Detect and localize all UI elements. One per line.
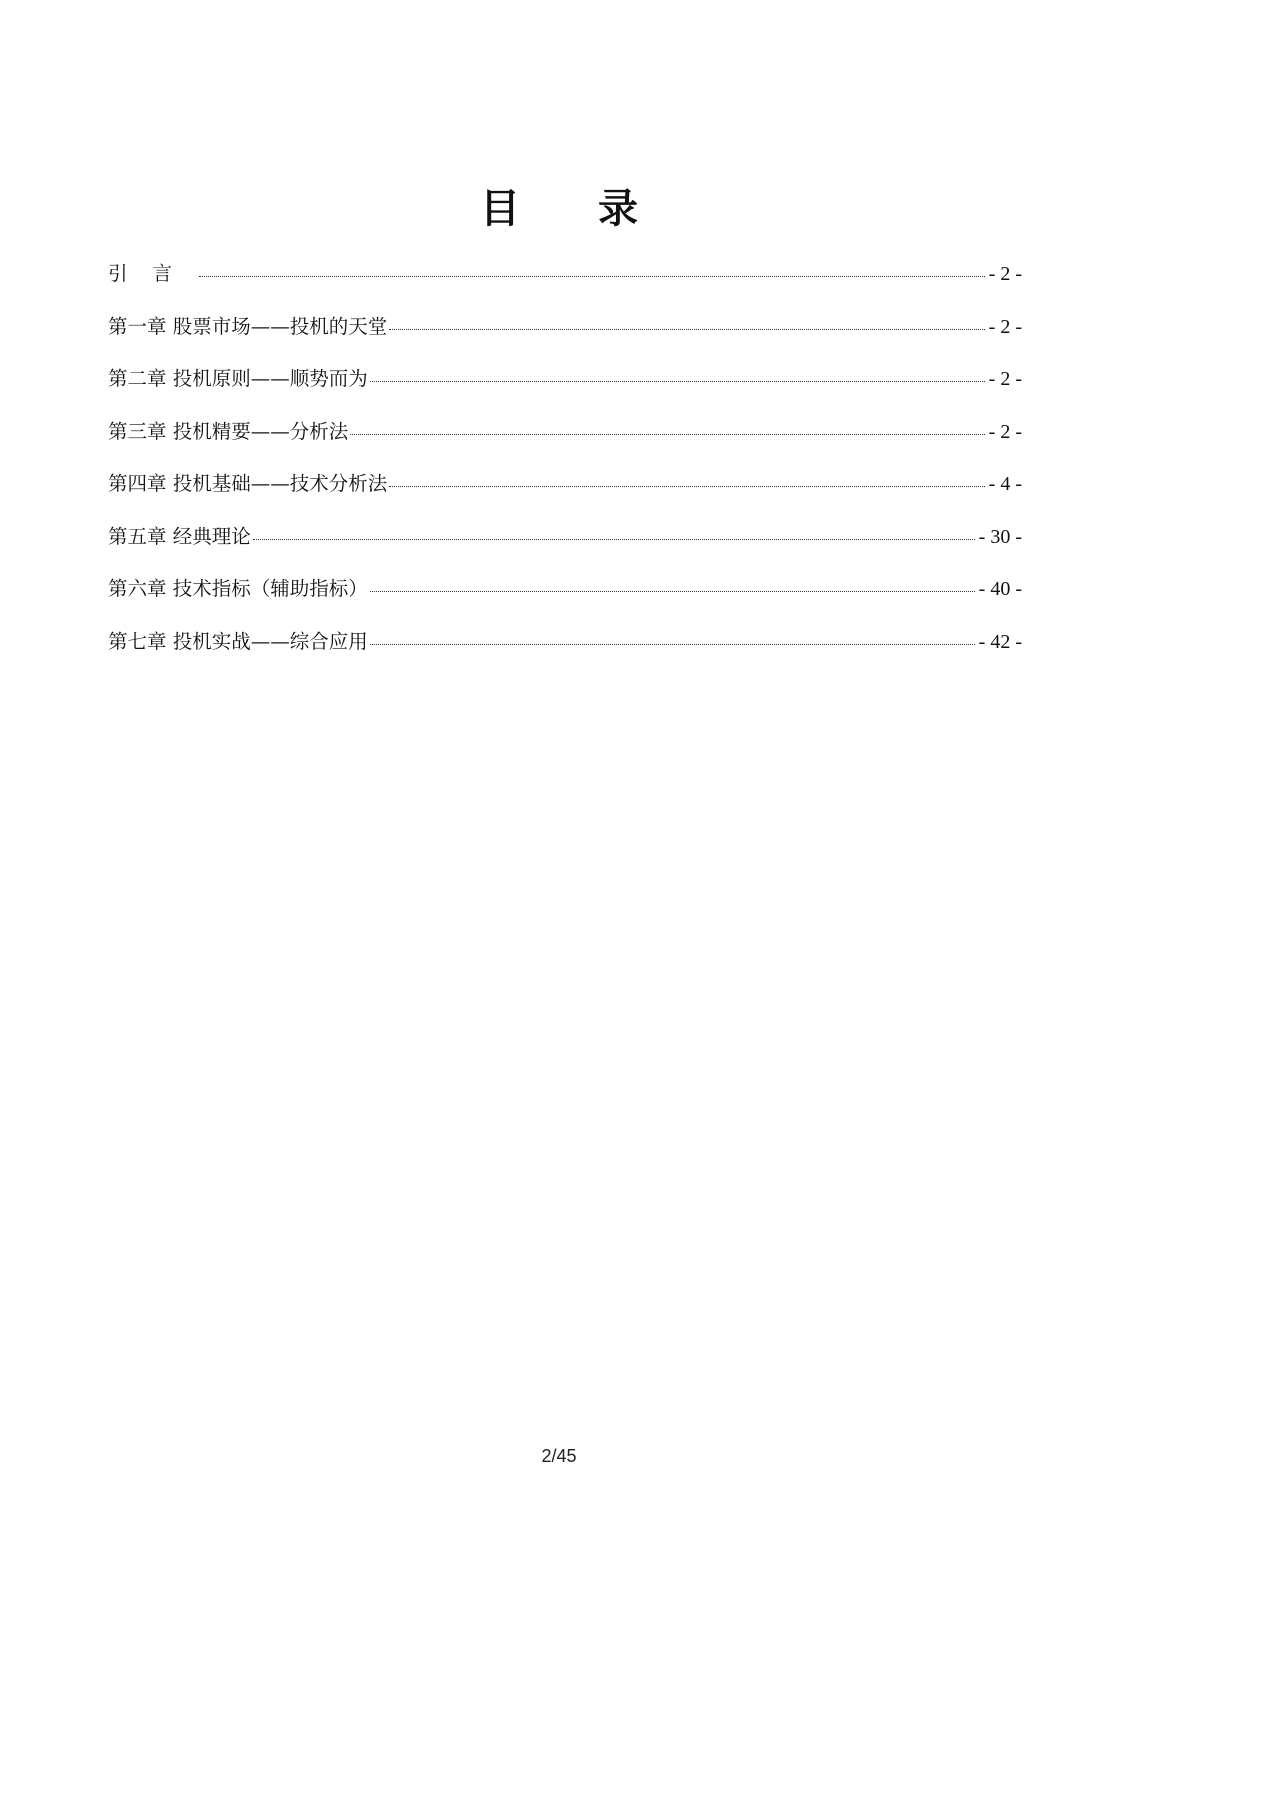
toc-entry-label: 第四章 投机基础——技术分析法: [108, 472, 388, 495]
toc-entry-label: 第六章 技术指标（辅助指标）: [108, 577, 368, 600]
toc-dot-leader: [199, 276, 985, 277]
toc-entry-label: 第一章 股票市场——投机的天堂: [108, 314, 388, 338]
toc-entry-label: 第三章 投机精要——分析法: [108, 419, 349, 443]
toc-entry-chapter-6[interactable]: [108, 571, 1022, 624]
toc-dot-leader: [350, 434, 984, 435]
toc-dot-leader: [389, 329, 984, 330]
toc-entry-chapter-5[interactable]: [108, 519, 1022, 572]
toc-entry-page: - 4 -: [988, 473, 1022, 495]
toc-entry-page: - 2 -: [988, 315, 1022, 338]
toc-list: [108, 256, 1022, 676]
toc-entry-chapter-1[interactable]: [108, 309, 1022, 362]
toc-entry-page: - 30 -: [978, 525, 1022, 548]
toc-entry-label: 第二章 投机原则——顺势而为: [108, 367, 368, 390]
toc-entry-label: 引言: [108, 262, 198, 285]
toc-entry-page: - 2 -: [988, 420, 1022, 443]
toc-dot-leader: [370, 591, 975, 592]
toc-entry-chapter-7[interactable]: [108, 624, 1022, 677]
toc-dot-leader: [253, 539, 975, 540]
toc-dot-leader: [389, 486, 984, 487]
toc-entry-label: 第七章 投机实战——综合应用: [108, 629, 368, 653]
toc-title: 目录: [480, 186, 716, 232]
toc-entry-page: - 42 -: [978, 630, 1022, 653]
toc-entry-label: 第五章 经典理论: [108, 524, 251, 548]
toc-entry-chapter-4[interactable]: [108, 466, 1022, 519]
toc-entry-chapter-3[interactable]: [108, 414, 1022, 467]
toc-entry-page: - 40 -: [978, 578, 1022, 600]
toc-entry-intro[interactable]: [108, 256, 1022, 309]
toc-dot-leader: [370, 644, 975, 645]
toc-dot-leader: [370, 381, 985, 382]
toc-entry-chapter-2[interactable]: [108, 361, 1022, 414]
toc-entry-page: - 2 -: [988, 368, 1022, 390]
page-number: 2/45: [541, 1446, 577, 1466]
toc-entry-page: - 2 -: [988, 263, 1022, 285]
